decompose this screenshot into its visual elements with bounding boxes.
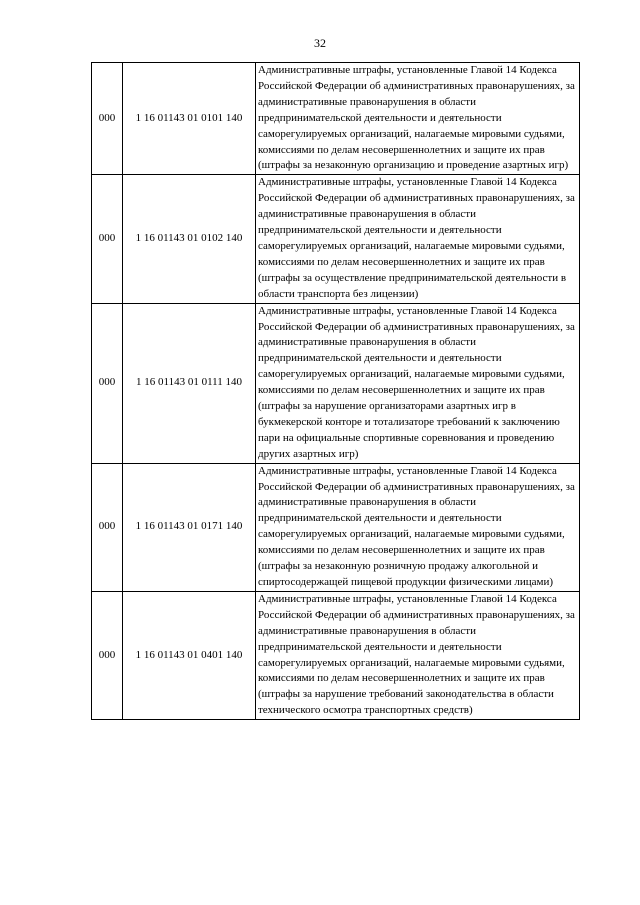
description-cell: [256, 63, 580, 175]
admin-code-cell: 000: [92, 63, 123, 175]
description-text: Административные штрафы, установленные Главой 14 Кодекса Российской Федерации об административных правонарушениях, за административные правонарушения в области предпринимательской деятельности и деятельности саморегулируемых организаций, налагаемые мировыми судьями, комиссиями по делам несовершеннолетних и защите их прав (штрафы за нарушение требований законодательства в области технического осмотра транспортных средств): [258, 592, 575, 717]
admin-code-cell: 000: [92, 303, 123, 463]
admin-code-cell: 000: [92, 463, 123, 591]
table-row: [92, 591, 580, 719]
admin-code-cell: 000: [92, 175, 123, 303]
description-cell: [256, 463, 580, 591]
table-row: [92, 175, 580, 303]
description-text: Административные штрафы, установленные Главой 14 Кодекса Российской Федерации об административных правонарушениях, за административные правонарушения в области предпринимательской деятельности и деятельности саморегулируемых организаций, налагаемые мировыми судьями, комиссиями по делам несовершеннолетних и защите их прав (штрафы за незаконную организацию и проведение азартных игр): [258, 64, 575, 172]
description-text: Административные штрафы, установленные Главой 14 Кодекса Российской Федерации об административных правонарушениях, за административные правонарушения в области предпринимательской деятельности и деятельности саморегулируемых организаций, налагаемые мировыми судьями, комиссиями по делам несовершеннолетних и защите их прав (штрафы за осуществление предпринимательской деятельности в области транспорта без лицензии): [258, 176, 575, 300]
budget-code-cell: 1 16 01143 01 0101 140: [123, 63, 256, 175]
budget-code-cell: 1 16 01143 01 0111 140: [123, 303, 256, 463]
description-text: Административные штрафы, установленные Главой 14 Кодекса Российской Федерации об административных правонарушениях, за административные правонарушения в области предпринимательской деятельности и деятельности саморегулируемых организаций, налагаемые мировыми судьями, комиссиями по делам несовершеннолетних и защите их прав (штрафы за незаконную розничную продажу алкогольной и спиртосодержащей пищевой продукции физическими лицами): [258, 464, 575, 588]
table-row: [92, 463, 580, 591]
budget-code-cell: 1 16 01143 01 0401 140: [123, 591, 256, 719]
page-number: 32: [314, 36, 326, 50]
budget-code-cell: 1 16 01143 01 0102 140: [123, 175, 256, 303]
description-cell: [256, 591, 580, 719]
admin-code-cell: 000: [92, 591, 123, 719]
description-cell: [256, 175, 580, 303]
description-cell: [256, 303, 580, 463]
budget-codes-table: [91, 62, 580, 720]
table-row: [92, 303, 580, 463]
table-row: [92, 63, 580, 175]
description-text: Административные штрафы, установленные Главой 14 Кодекса Российской Федерации об административных правонарушениях, за административные правонарушения в области предпринимательской деятельности и деятельности саморегулируемых организаций, налагаемые мировыми судьями, комиссиями по делам несовершеннолетних и защите их прав (штрафы за нарушение организаторами азартных игр в букмекерской конторе и тотализаторе требований к заключению пари на официальные спортивные соревнования и проведению других азартных игр): [258, 304, 575, 460]
budget-code-cell: 1 16 01143 01 0171 140: [123, 463, 256, 591]
